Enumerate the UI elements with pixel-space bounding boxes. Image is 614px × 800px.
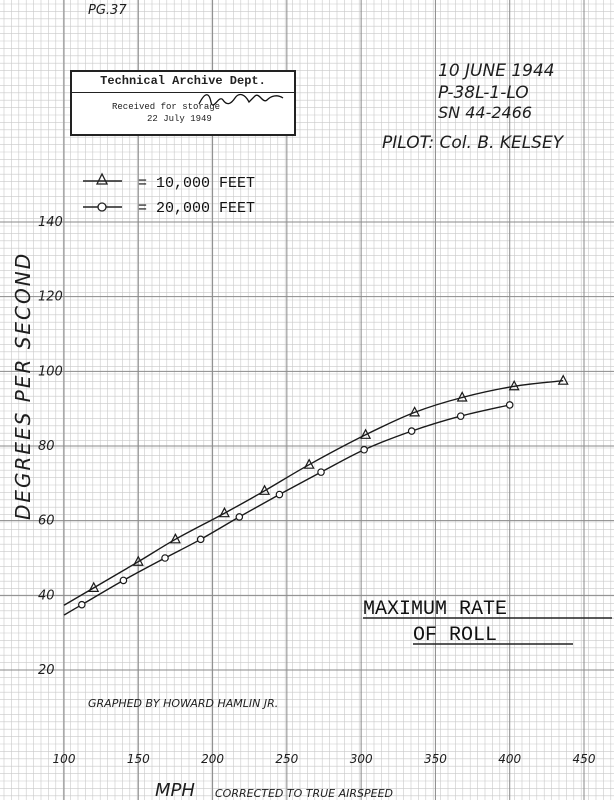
data-point-circle bbox=[318, 469, 324, 475]
test-date: 10 JUNE 1944 bbox=[438, 61, 555, 81]
aircraft-serial: SN 44-2466 bbox=[438, 103, 533, 122]
x-tick-label: 150 bbox=[126, 752, 150, 766]
data-point-circle bbox=[79, 601, 85, 607]
legend-label-20000: = 20,000 FEET bbox=[138, 200, 256, 217]
data-point-circle bbox=[162, 555, 168, 561]
archive-stamp bbox=[70, 70, 296, 136]
x-tick-label: 400 bbox=[498, 752, 522, 766]
stamp-date: 22 July 1949 bbox=[147, 114, 212, 124]
legend-label-10000: = 10,000 FEET bbox=[138, 175, 256, 192]
y-tick-label: 140 bbox=[38, 215, 63, 230]
page-label: PG.37 bbox=[88, 3, 127, 18]
x-axis-label-main: MPH bbox=[155, 780, 195, 800]
chart-title-line2: OF ROLL bbox=[413, 624, 498, 647]
data-point-circle bbox=[457, 413, 463, 419]
tick-label-layer bbox=[38, 215, 596, 766]
stamp-dept: Technical Archive Dept. bbox=[72, 74, 294, 93]
x-axis-label-sub: CORRECTED TO TRUE AIRSPEED bbox=[215, 787, 394, 800]
data-point-circle bbox=[361, 447, 367, 453]
chart-title bbox=[363, 598, 612, 647]
y-tick-label: 20 bbox=[38, 663, 55, 678]
x-tick-label: 200 bbox=[201, 752, 225, 766]
x-tick-label: 350 bbox=[423, 752, 447, 766]
y-tick-label: 60 bbox=[38, 513, 55, 529]
x-tick-label: 250 bbox=[275, 752, 299, 766]
legend-triangle-icon bbox=[97, 174, 107, 184]
y-tick-label: 100 bbox=[38, 364, 63, 380]
data-point-circle bbox=[507, 402, 513, 408]
y-tick-label: 40 bbox=[38, 588, 55, 604]
x-tick-label: 300 bbox=[349, 752, 373, 766]
y-axis-label: DEGREES PER SECOND bbox=[11, 251, 35, 520]
data-point-circle bbox=[408, 428, 414, 434]
legend-item-20000 bbox=[83, 200, 255, 217]
pilot-name: PILOT: Col. B. KELSEY bbox=[382, 133, 564, 153]
aircraft-model: P-38L-1-LO bbox=[438, 83, 529, 103]
y-tick-label: 80 bbox=[38, 439, 55, 454]
data-point-circle bbox=[120, 577, 126, 583]
series-20000 bbox=[64, 402, 513, 615]
legend-circle-icon bbox=[98, 203, 106, 211]
x-tick-label: 450 bbox=[572, 752, 596, 766]
data-point-circle bbox=[197, 536, 203, 542]
legend bbox=[83, 174, 255, 217]
stamp-received: Received for storage bbox=[112, 102, 221, 112]
data-point-circle bbox=[236, 514, 242, 520]
grapher-credit: GRAPHED BY HOWARD HAMLIN JR. bbox=[88, 697, 279, 710]
chart-title-line1: MAXIMUM RATE bbox=[363, 598, 508, 621]
x-tick-label: 100 bbox=[52, 752, 76, 766]
y-tick-label: 120 bbox=[38, 289, 63, 305]
data-point-circle bbox=[276, 491, 282, 497]
